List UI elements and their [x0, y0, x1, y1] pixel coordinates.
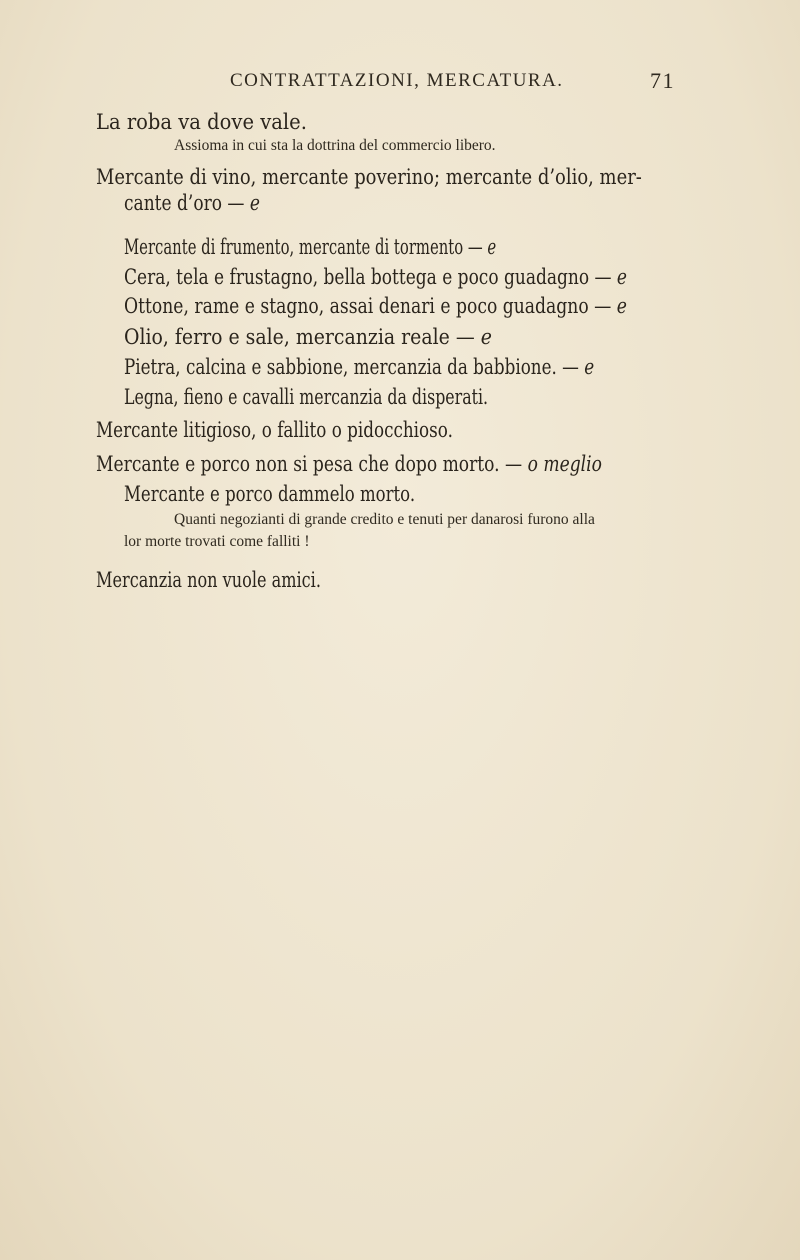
page-header [0, 70, 800, 100]
proverb-line [124, 235, 496, 259]
proverb-line [124, 385, 488, 409]
proverb-line [96, 452, 602, 476]
italic-connector: e [616, 265, 627, 289]
proverb-line [124, 294, 627, 318]
line-text: Mercante di vino, mercante poverino; mercante d’olio, mer- [96, 165, 642, 189]
line-text: cante d’oro — [124, 191, 250, 215]
italic-connector: e [487, 235, 497, 259]
proverb-line [124, 191, 260, 215]
line-text: Mercante litigioso, o fallito o pidocchioso. [96, 418, 453, 442]
line-text: Legna, fieno e cavalli mercanzia da disperati. [124, 385, 489, 409]
proverb-line [96, 110, 307, 134]
proverb-line [96, 165, 642, 189]
line-text: Mercante e porco dammelo morto. [124, 482, 416, 506]
proverb-line [124, 265, 627, 289]
italic-connector: e [249, 191, 260, 215]
running-title: CONTRATTAZIONI, MERCATURA. [230, 70, 564, 91]
proverb-line [96, 568, 321, 592]
page-number: 71 [650, 68, 675, 93]
commentary-note: lor morte trovati come falliti ! [124, 533, 310, 550]
line-text: Cera, tela e frustagno, bella bottega e poco guadagno — [124, 265, 617, 289]
proverb-line [96, 418, 453, 442]
commentary-note: Quanti negozianti di grande credito e tenuti per danarosi furono alla [174, 511, 595, 528]
commentary-note: Assioma in cui sta la dottrina del commercio libero. [174, 137, 496, 154]
line-text: Olio, ferro e sale, mercanzia reale — [124, 325, 481, 349]
line-text: Pietra, calcina e sabbione, mercanzia da babbione. — [124, 355, 585, 379]
line-text: La roba va dove vale. [96, 110, 307, 134]
line-text: Mercante di frumento, mercante di tormento — [124, 235, 488, 259]
proverb-line [124, 325, 492, 349]
italic-connector: o meglio [527, 452, 602, 476]
italic-connector: e [616, 294, 627, 318]
italic-connector: e [584, 355, 595, 379]
italic-connector: e [480, 325, 492, 349]
line-text: Mercante e porco non si pesa che dopo morto. — [96, 452, 528, 476]
proverb-line [124, 355, 594, 379]
line-text: Mercanzia non vuole amici. [96, 568, 321, 592]
line-text: Ottone, rame e stagno, assai denari e poco guadagno — [124, 294, 617, 318]
proverb-line [124, 482, 415, 506]
